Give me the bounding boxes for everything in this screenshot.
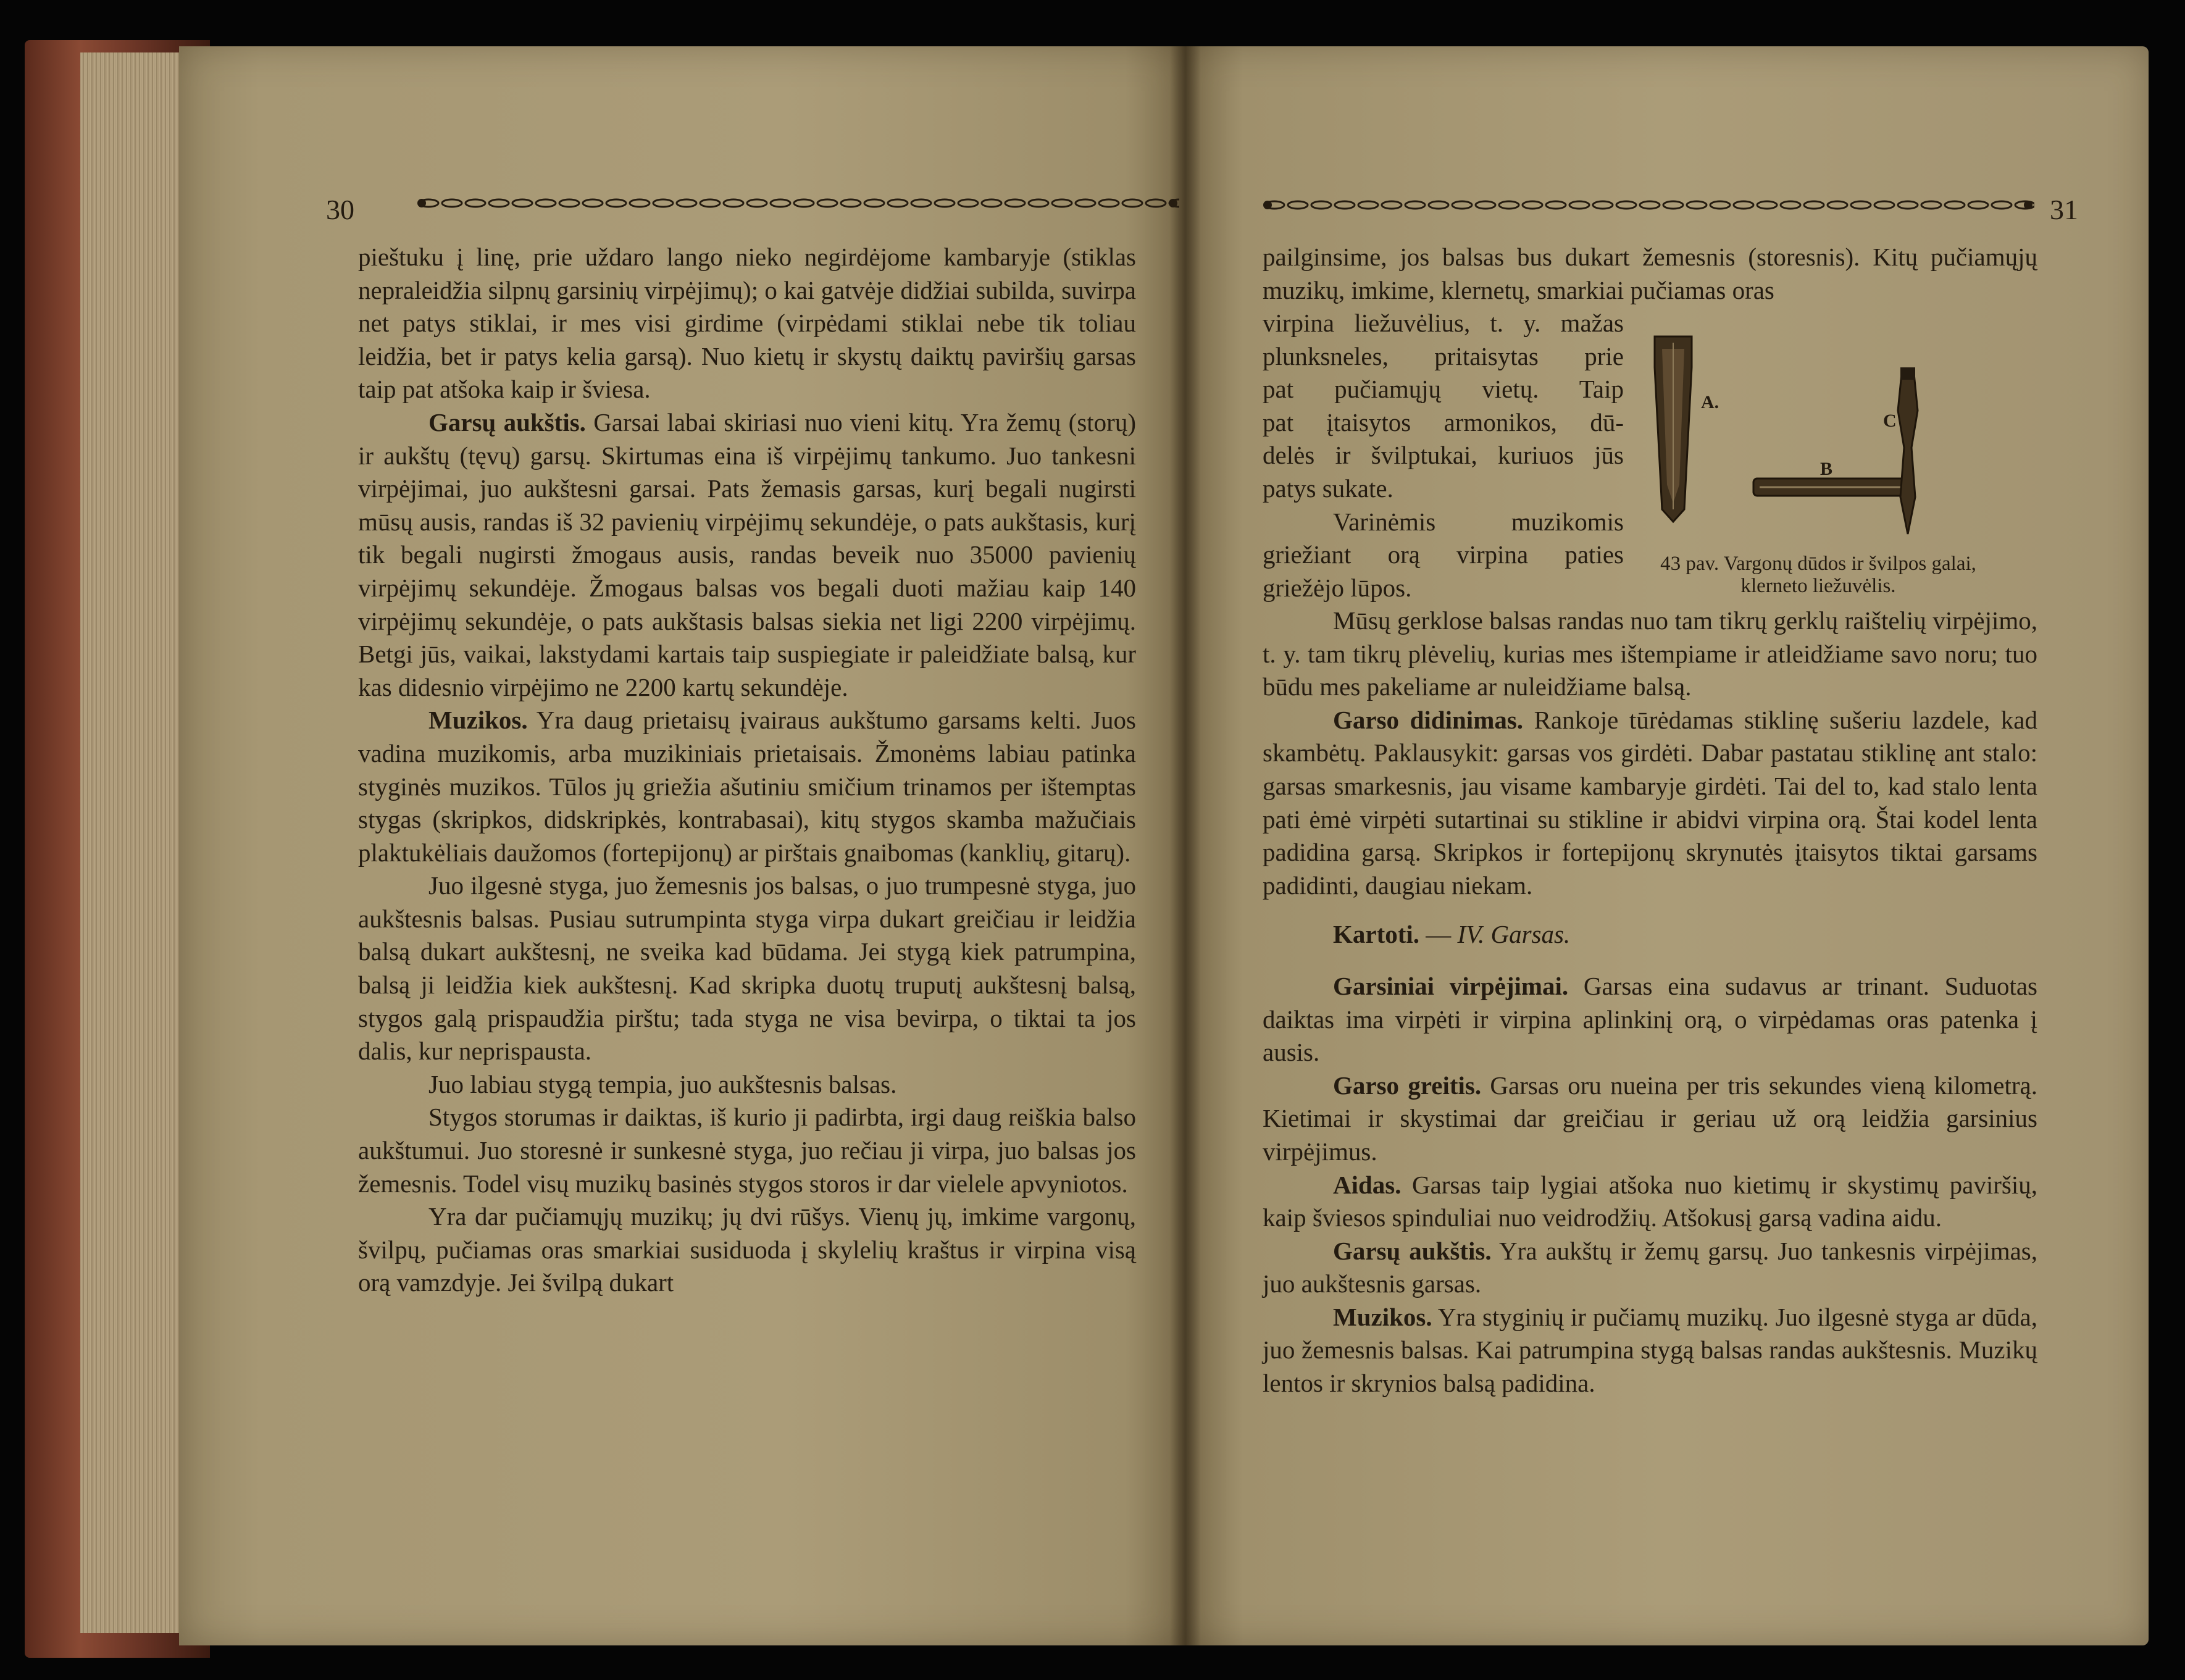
right-text-top xyxy=(1263,241,2037,307)
book-gutter xyxy=(1170,46,1201,1645)
review-heading: Kartoti. — IV. Garsas. xyxy=(1333,920,1571,949)
paragraph: pailginsime, jos balsas bus dukart žemesnis (storesnis). Kitų pučiamųjų muzikų, imkime, klernetų, smarkiai pučiamas oras xyxy=(1263,243,2037,304)
wrap-line: virpina liežuvėlius, t. y. mažas xyxy=(1263,309,1624,337)
organ-pipe-a-drawing xyxy=(1655,336,1692,522)
section-heading: Garsiniai virpėjimai. xyxy=(1333,971,1569,1000)
section-heading: Garsų aukštis. xyxy=(1333,1236,1492,1265)
figure-label-a: A. xyxy=(1701,392,1719,412)
wrap-line: griežiant orą virpina paties xyxy=(1263,540,1624,569)
paragraph: Aidas. Garsas taip lygiai atšoka nuo kietimų ir skystimų paviršių, kaip šviesos spinduliai nuo veidrodžių. Atšokusį garsą vadina aidu. xyxy=(1263,1170,2037,1232)
wrap-line: griežėjo lūpos. xyxy=(1263,573,1412,602)
section-heading: Garsų aukštis. xyxy=(428,407,586,437)
left-text-column xyxy=(358,241,1136,1300)
figure-label-c: C xyxy=(1883,411,1897,431)
reed-b-drawing xyxy=(1753,479,1914,496)
section-heading: Garso didinimas. xyxy=(1333,705,1524,734)
figure-label-b: B xyxy=(1820,459,1833,479)
paragraph: pieštuku į linę, prie uždaro lango nieko negirdėjome kambaryje (stiklas nepraleidžia silpnų garsinių virpėjimų); o kai gatvėje didžiai subilda, suvirpa net patys stiklai, ir mes visi girdime (virpėdami stiklai nebe tik toliau leidžia, bet ir patys kelia garsą). Nuo kietų ir skystų daiktų paviršių garsas taip pat atšoka kaip ir šviesa. xyxy=(358,243,1136,404)
figure-wrap-text xyxy=(1263,307,1624,604)
wrap-line: plunksneles, pritaisytas prie xyxy=(1263,341,1624,370)
section-heading: Aidas. xyxy=(1333,1170,1402,1199)
whistle-c-drawing xyxy=(1898,367,1918,534)
paragraph: Juo ilgesnė styga, juo žemesnis jos balsas, o juo trumpesnė styga, juo aukštesnis balsas. Pusiau sutrumpinta styga virpa dukart greičiau ir leidžia balsą dukart aukštesnį, ne sveika kad būdama. Jei stygą kiek patrumpina, balsą ji leidžia kiek aukštesnį. Kad skripka duotų truputį aukštesnį balsą, stygos galą prispaudžia pirštu; tada styga ne visa bevirpa, o tiktai ta jos dalis, kur neprispausta. xyxy=(358,871,1136,1066)
section-heading: Muzikos. xyxy=(428,706,528,735)
paragraph: Garsų aukštis. Yra aukštų ir žemų garsų. Juo tankesnis virpėjimas, juo aukštesnis garsas. xyxy=(1263,1236,2037,1298)
paragraph: Garsiniai virpėjimai. Garsas eina sudavus ar trinant. Suduotas daiktas ima virpėti ir virpina aplinkinį orą, o virpėdamas oras patenka į ausis. xyxy=(1263,971,2038,1067)
page-number: 30 xyxy=(326,194,354,225)
ornament-rule xyxy=(1263,198,2034,212)
paragraph: Garsų aukštis. Garsai labai skiriasi nuo vieni kitų. Yra žemų (storų) ir aukštų (tęvų) garsų. Skirtumas eina iš virpėjimų tankumo. Juo tankesni virpėjimai, juo aukštesni garsai. Pats žemasis garsas, kurį begali nugirsti mūsų ausis, randas iš 32 pavienių virpėjimų sekundėje, o pats aukštasis, kurį tik begali nugirsti žmogaus ausis, randas beveik nuo 35000 pavienių virpėjimų sekundėje. Žmogaus balsas vos begali duoti mažiau kaip 140 virpėjimų sekundėje, o pats aukštasis balsas siekia net ligi 2200 virpėjimų. Betgi jūs, vaikai, lakstydami kartais taip suspiegiate ir paleidžiate balsą, kur kas didesnio virpėjimo ne 2200 kartų sekundėje. xyxy=(358,407,1136,701)
paragraph: Muzikos. Yra styginių ir pučiamų muzikų. Juo ilgesnė styga ar dūda, juo žemesnis balsas. Kai patrumpina stygą balsas randas aukštesnis. Muzikų lentos ir skrynios balsą padidina. xyxy=(1263,1302,2037,1398)
figure-caption: 43 pav. Vargonų dūdos ir švilpos galai, klerneto liežuvėlis. xyxy=(1660,553,1976,597)
wrap-line: pat įtaisytos armonikos, dū- xyxy=(1263,407,1624,437)
paragraph: Muzikos. Yra daug prietaisų įvairaus aukštumo garsams kelti. Juos vadina muzikomis, arba muzikiniais prietaisais. Žmonėms labiau patinka styginės muzikos. Tūlos jų griežia ašutiniu smičium trinamos per ištemptas stygas (skripkos, didskripkės, kontrabasai), kitų stygos skamba mažučiais plaktukėliais daužomos (fortepijonų) ar pirštais gnaibomas (kanklių, gitarų). xyxy=(358,706,1136,867)
figure-illustration xyxy=(1648,324,1994,546)
section-heading: Muzikos. xyxy=(1333,1302,1432,1331)
section-heading: Garso greitis. xyxy=(1333,1071,1482,1100)
paragraph: Garso greitis. Garsas oru nueina per tris sekundes vieną kilometrą. Kietimai ir skystimai dar greičiau ir geriau už orą leidžia garsinius virpėjimus. xyxy=(1263,1071,2037,1166)
paragraph: Yra dar pučiamųjų muzikų; jų dvi rūšys. Vienų jų, imkime vargonų, švilpų, pučiamas oras smarkiai susiduoda į skylelių kraštus ir virpina visą orą vamzdyje. Jei švilpą dukart xyxy=(358,1202,1136,1297)
wrap-line: delės ir švilptukai, kuriuos jūs xyxy=(1263,441,1624,470)
open-book xyxy=(25,28,2142,1658)
wrap-line: patys sukate. xyxy=(1263,474,1393,503)
paragraph: Juo labiau stygą tempia, juo aukštesnis balsas. xyxy=(428,1069,897,1098)
right-page xyxy=(1185,46,2149,1645)
left-page xyxy=(179,46,1185,1645)
paragraph: Mūsų gerklose balsas randas nuo tam tikrų gerklų raištelių virpėjimo, t. y. tam tikrų plėvelių, kurias mes ištempiame ir atleidžiame savo noru; tuo būdu mes pakeliame ar nuleidžiame balsą. xyxy=(1263,606,2037,701)
page-number: 31 xyxy=(2050,194,2078,225)
paragraph: Stygos storumas ir daiktas, iš kurio ji padirbta, irgi daug reiškia balso aukštumui. Juo storesnė ir sunkesnė styga, juo rečiau ji virpa, juo balsas jos žemesnis. Todel visų muzikų basinės stygos storos ir dar vielele apvyniotos. xyxy=(358,1103,1136,1198)
wrap-line: Varinėmis muzikomis xyxy=(1333,507,1624,536)
paragraph: Garso didinimas. Rankoje tūrėdamas stiklinę sušeriu lazdele, kad skambėtų. Paklausykit: garsas vos girdėti. Dabar pastatau stiklinę ant stalo: garsas smarkesnis, jau visame kambaryje girdėti. Tai del to, kad stalo lenta pati ėmė virpėti sutartinai su stikline ir abidvi virpina orą. Štai kodel lenta padidina garsą. Skripkos ir fortepijonų skrynutės įtaisytos tiktai garsams padidinti, daugiau niekam. xyxy=(1263,705,2038,900)
right-text-column xyxy=(1263,604,2037,1400)
wrap-line: pat pučiamųjų vietų. Taip xyxy=(1263,375,1624,404)
ornament-rule xyxy=(417,196,1179,211)
